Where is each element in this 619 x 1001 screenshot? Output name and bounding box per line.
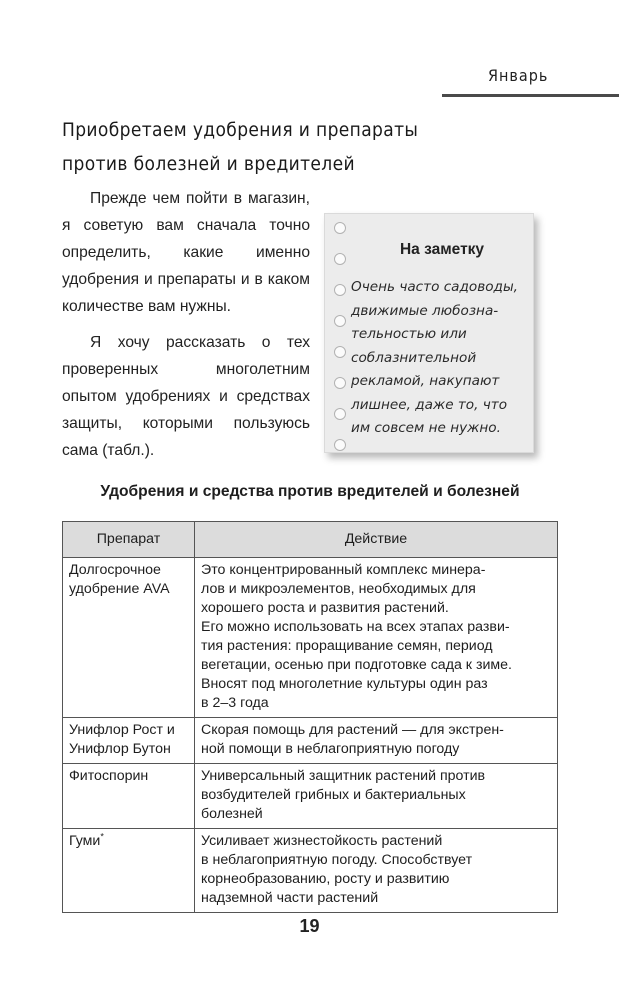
body-paragraph-1: Прежде чем пойти в магазин, я советую вам сначала точно определить, какие именно удобрения и препараты и в каком количестве вам нужны.	[62, 190, 310, 315]
binding-hole-icon	[334, 284, 346, 296]
note-line: лишнее, даже то, что	[351, 396, 508, 413]
cell-line: Унифлор Рост и	[69, 722, 175, 738]
binding-hole-icon	[334, 439, 346, 451]
header-product: Препарат	[63, 522, 195, 558]
cell-line: ной помощи в неблагоприятную погоду	[201, 741, 460, 757]
cell-line: тия растения: проращивание семян, период	[201, 638, 493, 654]
binding-hole-icon	[334, 222, 346, 234]
cell-line: Долгосрочное	[69, 562, 161, 578]
table-row	[63, 558, 558, 718]
chapter-title: Январь	[488, 66, 549, 85]
cell-line: возбудителей грибных и бактериальных	[201, 787, 466, 803]
note-line: Очень часто садоводы,	[351, 279, 519, 295]
cell-line: Фитоспорин	[69, 768, 149, 784]
cell-product	[63, 829, 195, 913]
cell-action	[195, 764, 558, 829]
cell-line: Универсальный защитник растений против	[201, 768, 486, 784]
page-number: 19	[299, 916, 320, 936]
table-row	[63, 829, 558, 913]
section-title-line-1: Приобретаем удобрения и препараты	[62, 119, 419, 141]
note-card	[324, 213, 534, 453]
cell-line: Вносят под многолетние культуры один раз	[201, 676, 488, 692]
footnote-mark: *	[100, 831, 104, 842]
note-binding-holes	[334, 222, 348, 470]
fertilizer-table	[62, 521, 558, 913]
binding-hole-icon	[334, 377, 346, 389]
table-title: Удобрения и средства против вредителей и болезней	[100, 483, 520, 500]
cell-action	[195, 558, 558, 718]
binding-hole-icon	[334, 346, 346, 358]
body-paragraph-2: Я хочу рассказать о тех проверенных многолетним опытом удобрениях и средствах защиты, которыми пользуюсь сама (табл.).	[62, 334, 310, 459]
cell-action	[195, 829, 558, 913]
cell-line: болезней	[201, 806, 263, 822]
cell-line: Усиливает жизнестойкость растений	[201, 833, 443, 849]
table-row	[63, 718, 558, 764]
section-title	[62, 113, 494, 181]
table-row	[63, 764, 558, 829]
section-title-line-2: против болезней и вредителей	[62, 153, 355, 175]
cell-line: лов и микроэлементов, необходимых для	[201, 581, 476, 597]
cell-action	[195, 718, 558, 764]
chapter-header	[442, 62, 619, 97]
cell-line: хорошего роста и развития растений.	[201, 600, 449, 616]
note-line: рекламой, накупают	[351, 373, 500, 389]
cell-line	[69, 832, 188, 851]
cell-line: Его можно использовать на всех этапах разви-	[201, 619, 510, 635]
table-header-row	[63, 522, 558, 558]
header-action: Действие	[195, 522, 558, 558]
cell-line: в 2–3 года	[201, 695, 269, 711]
cell-product	[63, 558, 195, 718]
binding-hole-icon	[334, 408, 346, 420]
cell-product	[63, 718, 195, 764]
binding-hole-icon	[334, 315, 346, 327]
note-title: На заметку	[399, 241, 485, 258]
cell-line: Унифлор Бутон	[69, 741, 171, 757]
cell-line: вегетации, осенью при подготовке сада к зиме.	[201, 657, 512, 673]
note-line: соблазнительной	[351, 349, 477, 366]
cell-line: в неблагоприятную погоду. Способствует	[201, 852, 473, 868]
cell-line: удобрение AVA	[69, 581, 170, 597]
cell-product	[63, 764, 195, 829]
note-text	[351, 276, 521, 441]
cell-line: надземной части растений	[201, 890, 379, 906]
cell-line: корнеобразованию, росту и развитию	[201, 871, 450, 887]
cell-line: Это концентрированный комплекс минера-	[201, 562, 486, 578]
cell-line: Скорая помощь для растений — для экстрен-	[201, 722, 504, 738]
note-line: движимые любозна-	[351, 302, 499, 319]
product-name: Гуми	[69, 833, 101, 849]
binding-hole-icon	[334, 253, 346, 265]
note-line: им совсем не нужно.	[351, 420, 501, 436]
body-text	[62, 185, 310, 473]
note-line: тельностью или	[351, 326, 467, 342]
